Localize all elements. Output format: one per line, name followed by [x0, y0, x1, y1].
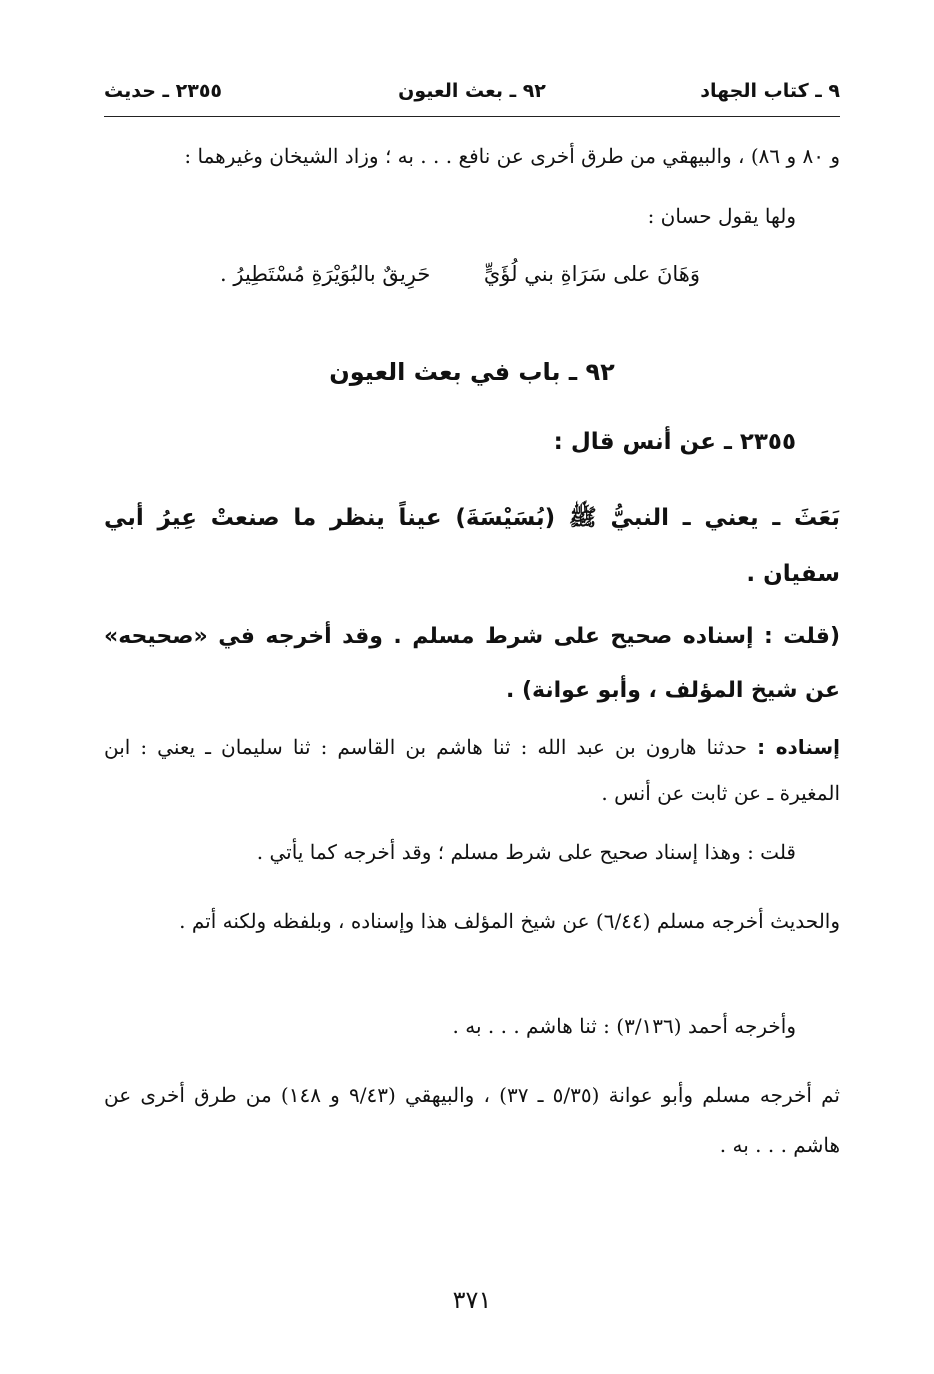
running-header — [104, 76, 840, 116]
note-ahmad: وأخرجه أحمد (٣/١٣٦) : ثنا هاشم . . . به . — [452, 1014, 796, 1038]
chapter-heading: ٩٢ ـ باب في بعث العيون — [329, 358, 615, 386]
note-hadith-takhrij: والحديث أخرجه مسلم (٦/٤٤) عن شيخ المؤلف هذا وإسناده ، وبلفظه ولكنه أتم . — [179, 909, 840, 933]
verse-first-hemistich: وَهَانَ على سَرَاةِ بني لُؤَيٍّ — [483, 262, 700, 286]
header-hadith-number: ٢٣٥٥ ـ حديث — [104, 80, 223, 102]
isnad-paragraph — [104, 724, 840, 816]
hadith-text: بَعَثَ ـ يعني ـ النبيُّ ﷺ (بُسَيْسَةَ) عيناً ينظر ما صنعتْ عِيرُ أبي سفيان . — [104, 505, 840, 587]
poetry-verse — [104, 262, 840, 302]
hadith-heading: ٢٣٥٥ ـ عن أنس قال : — [553, 429, 796, 455]
header-divider — [104, 116, 840, 117]
isnad-label: إسناده : — [757, 735, 841, 759]
intro-line-1: و ٨٠ و ٨٦) ، والبيهقي من طرق أخرى عن نافع . . . به ؛ وزاد الشيخان وغيرهما : — [184, 144, 840, 168]
note-qultu: قلت : وهذا إسناد صحيح على شرط مسلم ؛ وقد أخرجه كما يأتي . — [256, 840, 796, 864]
note-muslim-abu-awana: ثم أخرجه مسلم وأبو عوانة (٥/٣٥ ـ ٣٧) ، والبيهقي (٩/٤٣ و ١٤٨) من طرق أخرى عن هاشم . . . به . — [104, 1083, 840, 1157]
header-book-title: ٩ ـ كتاب الجهاد — [700, 80, 840, 102]
page-number: ٣٧١ — [452, 1286, 492, 1314]
book-page — [104, 0, 840, 1374]
header-chapter-title: ٩٢ ـ بعث العيون — [398, 80, 546, 102]
isnad-text: حدثنا هارون بن عبد الله : ثنا هاشم بن القاسم : ثنا سليمان ـ يعني : ابن المغيرة ـ عن ثابت عن أنس . — [104, 735, 840, 805]
author-comment: (قلت : إسناده صحيح على شرط مسلم . وقد أخرجه في «صحيحه» عن شيخ المؤلف ، وأبو عوانة) . — [104, 624, 840, 703]
verse-second-hemistich: حَرِيقٌ بالبُوَيْرَةِ مُسْتَطِيرُ . — [220, 262, 431, 286]
intro-line-2: ولها يقول حسان : — [647, 204, 796, 228]
